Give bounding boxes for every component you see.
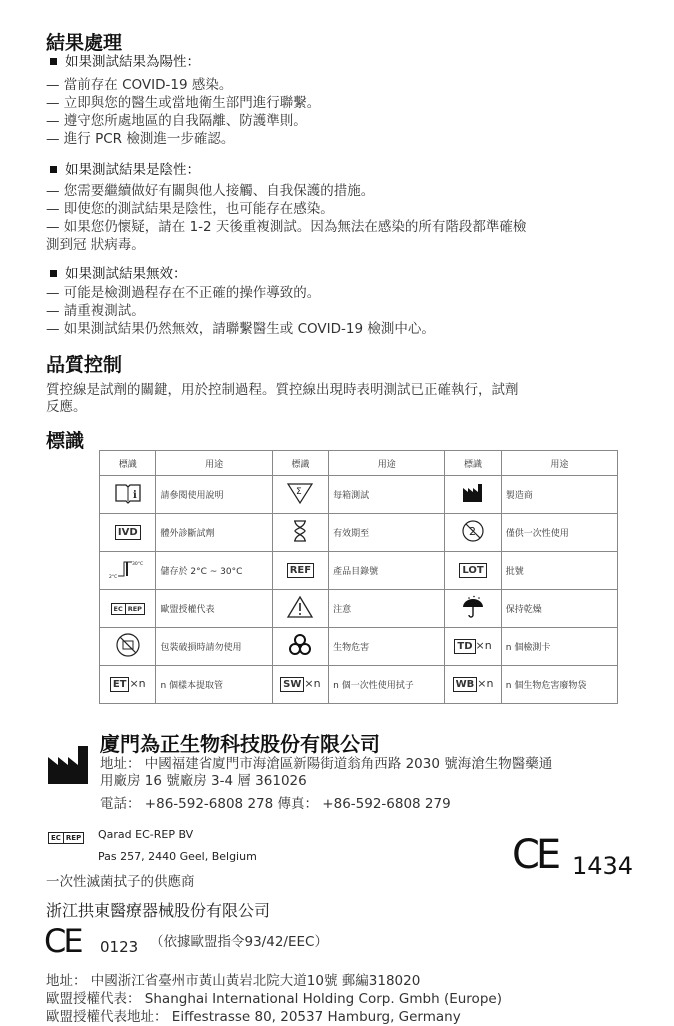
address-line: 用廠房 16 號廠房 3-4 層 361026 bbox=[100, 773, 307, 789]
ivd-icon bbox=[100, 514, 156, 552]
swab-address: 地址： 中國浙江省臺州市黃山黃岩北院大道10號 郵編318020 bbox=[46, 973, 421, 989]
symbol-description: 保持乾燥 bbox=[501, 590, 617, 628]
company-address bbox=[100, 756, 552, 790]
rep-label: REP bbox=[125, 604, 144, 614]
test-cassette-icon bbox=[445, 628, 501, 666]
list-item: — 遵守您所處地區的自我隔離、防護準則。 bbox=[46, 113, 307, 129]
qc-title: 品質控制 bbox=[46, 354, 123, 376]
symbol-description: 生物危害 bbox=[329, 628, 445, 666]
symbol-description: n 個樣本提取管 bbox=[156, 666, 272, 704]
positive-list bbox=[46, 76, 320, 148]
count-label: ×n bbox=[129, 677, 146, 690]
symbol-description: 批號 bbox=[501, 552, 617, 590]
company-phone: 電話： +86-592-6808 278 傳真： +86-592-6808 279 bbox=[100, 796, 451, 812]
swab-ce-number: 0123 bbox=[100, 938, 139, 956]
temperature-limit-icon bbox=[100, 552, 156, 590]
swab-supplier-name: 浙江拱東醫療器械股份有限公司 bbox=[46, 901, 271, 920]
list-item: — 當前存在 COVID-19 感染。 bbox=[46, 77, 233, 93]
symbol-description: 產品目錄號 bbox=[329, 552, 445, 590]
symbol-description: 製造商 bbox=[501, 476, 617, 514]
ec-label: EC bbox=[113, 604, 123, 613]
symbol-description: 體外診斷試劑 bbox=[156, 514, 272, 552]
symbol-description: n 個一次性使用拭子 bbox=[329, 666, 445, 704]
lot-badge: LOT bbox=[459, 563, 486, 578]
qc-line: 質控線是試劑的關鍵，用於控制過程。質控線出現時表明測試已正確執行，試劑 bbox=[46, 382, 519, 398]
qc-line: 反應。 bbox=[46, 399, 87, 415]
invalid-list bbox=[46, 284, 435, 338]
company-name: 廈門為正生物科技股份有限公司 bbox=[100, 732, 380, 756]
symbol-description: n 個生物危害廢物袋 bbox=[501, 666, 617, 704]
address-line: 地址： 中國福建省廈門市海滄區新陽街道翁角西路 2030 號海滄生物醫藥通 bbox=[100, 756, 553, 772]
list-item: 測到冠 狀病毒。 bbox=[46, 237, 145, 253]
qc-paragraph bbox=[46, 382, 519, 416]
ce-number: 1434 bbox=[572, 852, 634, 880]
list-item: — 可能是檢測過程存在不正確的操作導致的。 bbox=[46, 285, 321, 301]
ec-rep-address: Pas 257, 2440 Geel, Belgium bbox=[98, 850, 257, 863]
symbol-description: n 個檢測卡 bbox=[501, 628, 617, 666]
negative-list bbox=[46, 182, 526, 254]
column-header: 用途 bbox=[501, 451, 617, 476]
column-header: 標識 bbox=[272, 451, 328, 476]
symbol-description: 歐盟授權代表 bbox=[156, 590, 272, 628]
list-item: — 如果您仍懷疑，請在 1-2 天後重複測試。因為無法在感染的所有階段都準確檢 bbox=[46, 219, 527, 235]
swab-details bbox=[46, 972, 502, 1026]
list-item: — 進行 PCR 檢測進一步確認。 bbox=[46, 131, 235, 147]
ec-label: EC bbox=[51, 834, 61, 842]
symbol-description: 僅供一次性使用 bbox=[501, 514, 617, 552]
column-header: 標識 bbox=[445, 451, 501, 476]
ce-mark: CE bbox=[44, 922, 81, 960]
count-label: ×n bbox=[477, 677, 494, 690]
list-item: — 您需要繼續做好有關與他人接觸、自我保護的措施。 bbox=[46, 183, 375, 199]
temp-low-label: 2°C bbox=[108, 575, 117, 580]
negative-heading: 如果測試結果是陰性： bbox=[46, 158, 200, 178]
symbol-description: 有效期至 bbox=[329, 514, 445, 552]
swab-supplier-label: 一次性滅菌拭子的供應商 bbox=[46, 874, 195, 890]
lot-icon bbox=[445, 552, 501, 590]
symbol-description: 注意 bbox=[329, 590, 445, 628]
symbol-description: 包裝破損時請勿使用 bbox=[156, 628, 272, 666]
svg-text:i: i bbox=[132, 490, 137, 501]
column-header: 標識 bbox=[100, 451, 156, 476]
temp-high-label: 30°C bbox=[131, 562, 143, 567]
rep-label: REP bbox=[63, 833, 83, 843]
hourglass-icon bbox=[272, 514, 328, 552]
waste-bag-icon bbox=[445, 666, 501, 704]
ec-rep-block bbox=[98, 824, 257, 868]
damaged-package-icon bbox=[100, 628, 156, 666]
wb-badge: WB bbox=[453, 677, 478, 692]
keep-dry-icon bbox=[445, 590, 501, 628]
ec-rep-name: Qarad EC-REP BV bbox=[98, 828, 194, 841]
ec-rep-icon bbox=[48, 832, 84, 844]
invalid-heading: 如果測試結果無效： bbox=[46, 262, 187, 282]
svg-text:2: 2 bbox=[469, 525, 477, 538]
td-badge: TD bbox=[454, 639, 475, 654]
swab-eu-rep-address: 歐盟授權代表地址： Eiffestrasse 80, 20537 Hamburg, Germany bbox=[46, 1009, 461, 1025]
count-label: ×n bbox=[304, 677, 321, 690]
list-item: — 即使您的測試結果是陰性，也可能存在感染。 bbox=[46, 201, 334, 217]
et-badge: ET bbox=[110, 677, 130, 692]
sigma-label: Σ bbox=[296, 487, 303, 497]
tests-per-kit-icon bbox=[272, 476, 328, 514]
ref-icon bbox=[272, 552, 328, 590]
results-title: 結果處理 bbox=[46, 32, 123, 54]
table-row bbox=[100, 476, 618, 514]
ivd-badge: IVD bbox=[115, 525, 141, 540]
list-item: — 如果測試結果仍然無效，請聯繫醫生或 COVID-19 檢測中心。 bbox=[46, 321, 435, 337]
table-row bbox=[100, 514, 618, 552]
list-item: — 立即與您的醫生或當地衛生部門進行聯繫。 bbox=[46, 95, 321, 111]
table-row bbox=[100, 666, 618, 704]
swab-eu-rep: 歐盟授權代表： Shanghai International Holding Corp. Gmbh (Europe) bbox=[46, 991, 502, 1007]
table-row bbox=[100, 552, 618, 590]
sw-badge: SW bbox=[280, 677, 304, 692]
ce-mark: CE bbox=[512, 832, 558, 878]
manufacturer-icon bbox=[46, 745, 92, 785]
do-not-reuse-icon bbox=[445, 514, 501, 552]
symbols-title: 標識 bbox=[46, 430, 85, 452]
biohazard-icon bbox=[272, 628, 328, 666]
table-row bbox=[100, 628, 618, 666]
symbols-table bbox=[99, 450, 618, 704]
table-header-row bbox=[100, 451, 618, 476]
count-label: ×n bbox=[475, 639, 492, 652]
table-row bbox=[100, 590, 618, 628]
column-header: 用途 bbox=[156, 451, 272, 476]
swab-ce-note: （依據歐盟指令93/42/EEC） bbox=[150, 934, 328, 950]
manufacturer-icon bbox=[445, 476, 501, 514]
caution-icon bbox=[272, 590, 328, 628]
swab-icon bbox=[272, 666, 328, 704]
instructions-icon bbox=[100, 476, 156, 514]
symbol-description: 儲存於 2°C ~ 30°C bbox=[156, 552, 272, 590]
ec-rep-icon bbox=[100, 590, 156, 628]
symbol-description: 每箱測試 bbox=[329, 476, 445, 514]
positive-heading: 如果測試結果為陽性： bbox=[46, 50, 200, 70]
ref-badge: REF bbox=[287, 563, 314, 578]
column-header: 用途 bbox=[329, 451, 445, 476]
extraction-tube-icon bbox=[100, 666, 156, 704]
list-item: — 請重複測試。 bbox=[46, 303, 145, 319]
symbol-description: 請參閱使用說明 bbox=[156, 476, 272, 514]
